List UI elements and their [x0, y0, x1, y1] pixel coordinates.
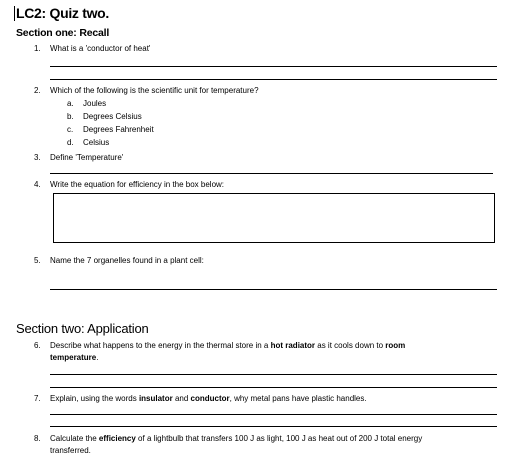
- equation-answer-box: [53, 193, 495, 243]
- question-4-number: 4.: [34, 180, 41, 189]
- question-5-text: Name the 7 organelles found in a plant cell:: [50, 256, 204, 265]
- question-6-text: Describe what happens to the energy in the thermal store in a hot radiator as it cools down to room: [50, 341, 406, 350]
- text-cursor: [14, 6, 15, 21]
- answer-line: [50, 387, 497, 388]
- question-2-text: Which of the following is the scientific unit for temperature?: [50, 86, 259, 95]
- option-letter: a.: [67, 99, 74, 108]
- answer-line: [50, 374, 497, 375]
- question-4-text: Write the equation for efficiency in the box below:: [50, 180, 225, 189]
- option-letter: b.: [67, 112, 74, 121]
- question-3-number: 3.: [34, 153, 41, 162]
- question-3-text: Define 'Temperature': [50, 153, 124, 162]
- answer-line: [50, 426, 497, 427]
- answer-line: [50, 79, 497, 80]
- question-6-text-cont: temperature.: [50, 353, 99, 362]
- question-1-number: 1.: [34, 44, 41, 53]
- option-letter: d.: [67, 138, 74, 147]
- option-letter: c.: [67, 125, 74, 134]
- section-two-heading: Section two: Application: [16, 321, 149, 336]
- document-title: LC2: Quiz two.: [16, 5, 110, 21]
- answer-line: [50, 414, 497, 415]
- option-text: Degrees Fahrenheit: [83, 125, 154, 134]
- question-6-number: 6.: [34, 341, 41, 350]
- question-7-text: Explain, using the words insulator and conductor, why metal pans have plastic handles.: [50, 394, 367, 403]
- option-text: Celsius: [83, 138, 110, 147]
- question-5-number: 5.: [34, 256, 41, 265]
- question-8-number: 8.: [34, 434, 41, 443]
- answer-line: [50, 173, 493, 174]
- answer-line: [50, 289, 497, 290]
- option-text: Degrees Celsius: [83, 112, 142, 121]
- option-text: Joules: [83, 99, 107, 108]
- answer-line: [50, 66, 497, 67]
- question-1-text: What is a 'conductor of heat': [50, 44, 151, 53]
- question-8-text-cont: transferred.: [50, 446, 91, 455]
- question-2-number: 2.: [34, 86, 41, 95]
- section-one-heading: Section one: Recall: [16, 27, 110, 39]
- question-8-text: Calculate the efficiency of a lightbulb that transfers 100 J as light, 100 J as heat out of 200 J total energy: [50, 434, 423, 443]
- question-7-number: 7.: [34, 394, 41, 403]
